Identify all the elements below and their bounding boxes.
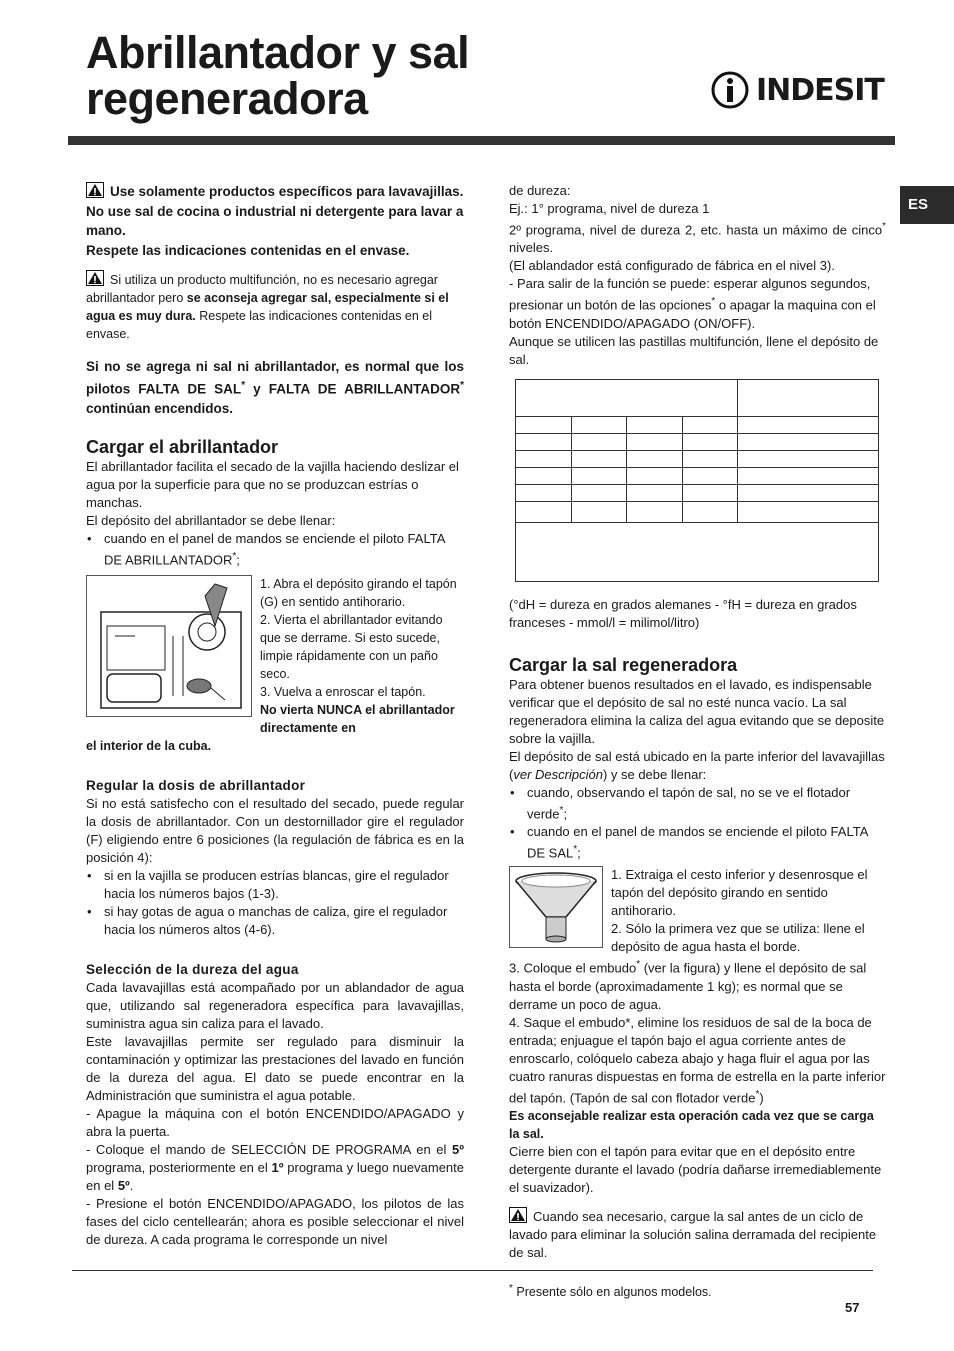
salt-step-4	[509, 1014, 886, 1107]
table-cell	[738, 484, 879, 501]
table-cell	[571, 501, 627, 522]
cont5-b: o apagar la maquina con el botón ENCENDIDO/APAGADO (ON/OFF).	[509, 297, 876, 331]
salt-li1-text: cuando, observando el tapón de sal, no se ve el flotador verde	[527, 784, 851, 821]
salt-p2-a: El depósito de sal está ubicado en la parte inferior del lavavajillas (	[509, 748, 885, 782]
page-number: 57	[845, 1300, 860, 1315]
rinse-warning-b: el interior de la cuba.	[86, 738, 212, 753]
salt-li2-text: cuando en el panel de mandos se enciende el piloto FALTA DE SAL	[527, 823, 868, 861]
dose-paragraph: Si no está satisfecho con el resultado del secado, puede regular la dosis de abrillantador. Con un destornillador gire el regulador (F) eligiendo entre 6 posiciones (la regulación de fábrica es en la posición 4):	[86, 795, 464, 865]
warning-icon	[86, 270, 104, 286]
asterisk: *	[755, 1088, 760, 1100]
asterisk: *	[559, 804, 564, 816]
rinse-list	[86, 530, 464, 569]
heading-dose: Regular la dosis de abrillantador	[86, 777, 306, 793]
continued-1: de dureza:	[509, 183, 571, 198]
table-cell	[516, 450, 572, 467]
list-item: • cuando en el panel de mandos se enciende el piloto FALTA DE SAL*;	[527, 823, 886, 862]
cont3-b: niveles.	[509, 240, 554, 256]
rinse-paragraph-1: El abrillantador facilita el secado de la vajilla haciendo deslizar el agua por la superficie para que no se produzcan estrías o manchas.	[86, 458, 459, 510]
table-row	[516, 501, 879, 522]
p4-a: - Coloque el mando de SELECCIÓN DE PROGRAMA en el	[86, 1141, 453, 1157]
cont5-a: - Para salir de la función se puede: esperar algunos segundos, presionar un botón de las opciones	[509, 276, 871, 313]
salt-paragraph-1: Para obtener buenos resultados en el lavado, es indispensable verificar que el depósito de sal no esté nunca vacío. La sal regeneradora elimina la caliza del agua evitando que se deposite sobre la vajilla.	[509, 676, 885, 746]
footer-rule	[72, 1270, 873, 1271]
table-row	[516, 522, 879, 581]
warn2-text-b: se aconseja agregar sal, especialmente si el agua es muy dura.	[86, 291, 449, 323]
table-cell	[516, 522, 879, 581]
table-cell	[516, 416, 572, 433]
title-line-1: Abrillantador y sal	[86, 27, 470, 78]
warn1-text-a: Use solamente productos específicos para lavavajillas.	[110, 184, 464, 199]
table-row	[516, 416, 879, 433]
rinse-aid-dispenser-illustration	[86, 575, 252, 717]
hardness-legend: (°dH = dureza en grados alemanes - °fH = dureza en grados franceses - mmol/l = milimol/litro)	[509, 596, 857, 630]
brand-logo	[710, 70, 884, 110]
table-cell	[682, 433, 738, 450]
title-line-2: regeneradora	[86, 73, 368, 124]
asterisk: *	[636, 959, 641, 971]
rinse-step-2: 2. Vierta el abrillantador evitando que se derrame. Si esto sucede, limpie rápidamente con un paño seco.	[260, 612, 443, 681]
list-item: • cuando en el panel de mandos se enciende el piloto FALTA DE ABRILLANTADOR*;	[104, 530, 464, 569]
table-cell	[516, 467, 572, 484]
table-cell	[571, 416, 627, 433]
salt-warning-text: Cuando sea necesario, cargue la sal antes de un ciclo de lavado para eliminar la solución salina derramada del recipiente de sal.	[509, 1208, 877, 1260]
asterisk: *	[573, 843, 578, 855]
table-cell	[682, 416, 738, 433]
warn2-text-a: Si utiliza un producto multifunción, no es necesario agregar abrillantador pero	[86, 273, 438, 305]
warning-block-2	[86, 270, 464, 343]
left-column	[86, 182, 464, 1249]
funnel-illustration	[509, 866, 603, 948]
rinse-figure-row	[86, 575, 464, 737]
table-cell	[682, 484, 738, 501]
continued-3	[509, 218, 886, 257]
table-cell	[627, 501, 683, 522]
table-row	[516, 484, 879, 501]
heading-salt: Cargar la sal regeneradora	[509, 654, 738, 675]
hardness-paragraph-5: - Presione el botón ENCENDIDO/APAGADO, los pilotos de las fases del ciclo centellearán; ahora es posible seleccionar el nivel de dureza. A cada programa le corresponde un nivel	[86, 1195, 464, 1247]
list-item: • si hay gotas de agua o manchas de caliza, gire el regulador hacia los números altos (4-6).	[104, 903, 464, 939]
asterisk: *	[460, 380, 464, 391]
rinse-li1-text: cuando en el panel de mandos se enciende el piloto FALTA DE ABRILLANTADOR	[104, 530, 445, 567]
warning-icon	[86, 182, 104, 198]
continued-2: Ej.: 1° programa, nivel de dureza 1	[509, 201, 710, 216]
table-cell	[738, 416, 879, 433]
salt-s4-a: 4. Saque el embudo*, elimine los residuos de sal de la boca de entrada; enjuague el tapón bajo el agua corriente antes de enroscarlo, colóquelo cabeza abajo y haga fluir el agua por las cuatro ranuras dispuestas en forma de estrella en la parte inferior del tapón. (Tapón de sal con flotador verde	[509, 1014, 886, 1105]
table-cell	[627, 484, 683, 501]
footnote-text: Presente sólo en algunos modelos.	[516, 1285, 712, 1300]
brand-name: INDESIT	[756, 72, 884, 108]
asterisk: *	[232, 550, 237, 562]
salt-s3-a: 3. Coloque el embudo	[509, 960, 637, 976]
salt-step-2: 2. Sólo la primera vez que se utiliza: llene el depósito de agua hasta el borde.	[611, 921, 865, 955]
salt-step-3	[509, 956, 886, 1013]
table-cell	[682, 501, 738, 522]
table-cell	[516, 379, 738, 416]
rinse-steps	[260, 575, 464, 737]
salt-steps-1-2	[611, 866, 881, 956]
brand-i-icon	[710, 70, 750, 110]
note-text-a: Si no se agrega ni sal ni abrillantador, es normal que los pilotos FALTA DE SAL	[86, 359, 464, 397]
salt-figure-row	[509, 866, 886, 956]
hardness-paragraph-4	[86, 1141, 464, 1195]
table-cell	[571, 450, 627, 467]
p4-b: 5º	[452, 1141, 464, 1157]
p4-f: 5º	[117, 1177, 130, 1193]
asterisk: *	[711, 296, 716, 308]
dose-list	[86, 867, 464, 939]
p4-d: 1º	[271, 1159, 284, 1175]
asterisk: *	[882, 221, 886, 232]
hardness-paragraph-2: Este lavavajillas permite ser regulado para disminuir la contaminación y optimizar las prestaciones del lavado en función de la dureza del agua. El dato se puede encontrar en la Administración que suministra el agua potable.	[86, 1033, 464, 1103]
hardness-paragraph-1: Cada lavavajillas está acompañado por un ablandador de agua que, utilizando sal regeneradora específica para lavavajillas, suministra agua sin caliza para el lavado.	[86, 979, 464, 1031]
table-cell	[682, 450, 738, 467]
table-row	[516, 379, 879, 416]
salt-p2-c: ) y se debe llenar:	[602, 766, 707, 782]
table-cell	[571, 484, 627, 501]
p4-c: programa, posteriormente en el	[86, 1159, 272, 1175]
table-cell	[738, 501, 879, 522]
list-item: • si en la vajilla se producen estrías blancas, gire el regulador hacia los números bajos (1-3).	[104, 867, 464, 903]
header-rule	[68, 136, 895, 145]
table-cell	[738, 433, 879, 450]
hardness-paragraph-3: - Apague la máquina con el botón ENCENDIDO/APAGADO y abra la puerta.	[86, 1105, 464, 1139]
right-column	[509, 182, 886, 1301]
heading-water-hardness: Selección de la dureza del agua	[86, 961, 299, 977]
table-cell	[571, 467, 627, 484]
footnote	[509, 1280, 886, 1301]
salt-warning	[509, 1207, 886, 1262]
warning-block-1	[86, 182, 464, 260]
salt-paragraph-2	[509, 748, 886, 784]
indicator-note	[86, 357, 464, 418]
salt-p2-link-text: ver Descripción	[513, 766, 603, 782]
rinse-step-1: 1. Abra el depósito girando el tapón (G) en sentido antihorario.	[260, 576, 457, 609]
table-row	[516, 467, 879, 484]
table-cell	[516, 433, 572, 450]
table-cell	[627, 433, 683, 450]
list-item: • cuando, observando el tapón de sal, no se ve el flotador verde*;	[527, 784, 886, 823]
table-cell	[571, 433, 627, 450]
heading-rinse-aid: Cargar el abrillantador	[86, 436, 279, 457]
table-cell	[738, 450, 879, 467]
table-row	[516, 433, 879, 450]
warn1-text-c: Respete las indicaciones contenidas en el envase.	[86, 242, 410, 258]
continued-4: (El ablandador está configurado de fábrica en el nivel 3).	[509, 258, 835, 274]
table-cell	[682, 467, 738, 484]
salt-list	[509, 784, 886, 863]
p4-g: .	[129, 1177, 134, 1193]
continued-6: Aunque se utilicen las pastillas multifunción, llene el depósito de sal.	[509, 333, 879, 367]
salt-s3-b: (ver la figura) y llene el depósito de sal hasta el borde (aproximadamente 1 kg); es normal que se derrame un poco de agua.	[509, 960, 867, 1012]
language-tab: ES	[900, 186, 954, 224]
table-cell	[627, 416, 683, 433]
table-cell	[738, 467, 879, 484]
p4-e: programa y luego nuevamente en el	[86, 1159, 464, 1193]
table-cell	[627, 467, 683, 484]
warning-icon	[509, 1207, 527, 1223]
table-cell	[738, 379, 879, 416]
salt-step-1: 1. Extraiga el cesto inferior y desenrosque el tapón del depósito girando en sentido antihorario.	[611, 867, 868, 919]
rinse-step-3: 3. Vuelva a enroscar el tapón.	[260, 684, 426, 699]
table-cell	[627, 450, 683, 467]
table-cell	[516, 501, 572, 522]
hardness-table	[515, 379, 879, 582]
continued-5	[509, 275, 886, 332]
note-text-c: continúan encendidos.	[86, 400, 234, 416]
asterisk: *	[241, 380, 246, 391]
table-cell	[516, 484, 572, 501]
salt-s4-b: )	[759, 1089, 764, 1105]
salt-bold-note: Es aconsejable realizar esta operación cada vez que se carga la sal.	[509, 1108, 874, 1141]
asterisk: *	[509, 1282, 513, 1294]
rinse-paragraph-2: El depósito del abrillantador se debe llenar:	[86, 512, 336, 528]
table-row	[516, 450, 879, 467]
cont3-a: 2º programa, nivel de dureza 2, etc. hasta un máximo de cinco	[509, 222, 883, 238]
warn2-text-c: Respete las indicaciones contenidas en el envase.	[86, 309, 433, 341]
note-text-b: y FALTA DE ABRILLANTADOR	[245, 381, 461, 397]
page-title	[86, 27, 470, 124]
salt-paragraph-3: Cierre bien con el tapón para evitar que en el depósito entre detergente durante el lavado (podría dañarse irremediablemente el suavizador).	[509, 1143, 882, 1195]
rinse-warning-a: No vierta NUNCA el abrillantador directamente en	[260, 702, 455, 735]
warn1-text-b: No use sal de cocina o industrial ni detergente para lavar a mano.	[86, 203, 464, 238]
